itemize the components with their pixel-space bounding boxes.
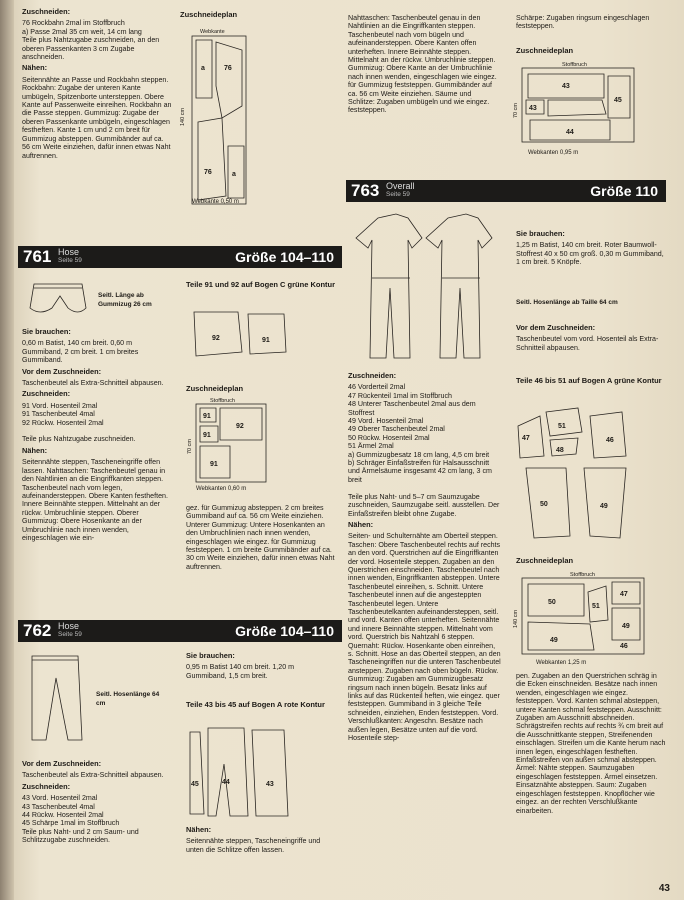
model-number: 763 [351, 181, 380, 200]
vor-dem-zuschneiden-text: Taschenbeutel als Extra-Schnitteil abpausen. [22, 379, 164, 388]
761-plan-side: 70 cm [187, 439, 193, 454]
762-pattern-pieces [186, 724, 296, 820]
762-teile-heading: Teile 43 bis 45 auf Bogen A rote Kontur [186, 700, 325, 709]
heading-naehen-763: Nähen: [348, 519, 374, 529]
svg-text:91: 91 [262, 337, 270, 344]
vor-763-text: Taschenbeutel vom vord. Hosenteil als Extra-Schnitteil abpausen. [516, 335, 659, 352]
heading-zuschneiden: Zuschneiden: [22, 7, 71, 16]
model-number: 762 [23, 621, 52, 640]
svg-text:91: 91 [203, 413, 211, 420]
heading-naehen-762: Nähen: [186, 825, 212, 834]
sie-763-text: 1,25 m Batist, 140 cm breit. Roter Baumwoll-Stoffrest 40 x 50 cm groß. 0,30 m Gummiband, 1 cm breit. 5 Knöpfe. [516, 241, 664, 267]
heading-naehen-761: Nähen: [22, 445, 48, 455]
763-continued-text: pen. Zugaben an den Querstrichen schräg in die Ecken einschneiden. Besätze nach innen wenden, eingeschlagen wie eingez. feststeppen. Vord. Kanten schmal absteppen, untere Kanten schmal feststeppen. Ausschnitt: Zugaben am Ausschnitt abschneiden. Schrägstreifen rechts auf rechts ¾ cm breit auf die Ausschnittkante steppen, Streifenenden einschlagen. Streifen um die Kante herum nach innen legen, eingeschlagen festheften. Einfaßstreifen von außen schmal absteppen. Ärmel: Nähte steppen. Saumzugaben eingeschlagen feststeppen. Ärmel einsetzen. Einsatznähte absteppen. Saum: Zugaben eingeschlagen feststeppen. Knopflöcher wie eingez. an der rechten Verschlußkante einarbeiten. [516, 672, 666, 815]
col1-761-text [22, 328, 172, 545]
plan1-piece-76a: 76 [224, 65, 232, 72]
763-plan-title: Zuschneideplan [516, 556, 574, 565]
heading-sie-brauchen-762: Sie brauchen: [186, 651, 235, 660]
svg-text:44: 44 [222, 779, 230, 786]
plan1-side-label: 140 cm [180, 107, 186, 126]
model-size: Größe 110 [590, 183, 658, 199]
763-vor-text [516, 324, 668, 355]
col1-top-text [22, 8, 172, 163]
model-number: 761 [23, 247, 52, 266]
overall-illustration [350, 208, 500, 368]
col3-763-text [348, 372, 502, 745]
svg-text:49: 49 [622, 623, 630, 630]
col4-piece-45: 45 [614, 97, 622, 104]
col4-plan-bottom: Webkanten 0,95 m [528, 150, 579, 156]
col4-piece-43b: 43 [529, 105, 537, 112]
svg-text:49: 49 [550, 637, 558, 644]
svg-text:50: 50 [540, 501, 548, 508]
model-page: Seite 59 [58, 631, 82, 638]
svg-text:45: 45 [191, 781, 199, 788]
page-gutter [0, 0, 14, 900]
zuschneiden-763-text: 46 Vorderteil 2mal 47 Rückenteil 1mal im Stoffbruch 48 Unterer Taschenbeutel 2mal aus dem Stoffrest 49 Vord. Hosenteil 2mal 49 Oberer Taschenbeutel 2mal 50 Rückw. Hosenteil 2mal 51 Ärmel 2mal a) Gummizugbesatz 18 cm lang, 4,5 cm breit b) Schräger Einfaßstreifen für Halsausschnitt und Ärmelsäume insgesamt 42 cm lang, 3 cm breit Teile plus Naht- und 5–7 cm Saumzugabe zuschneiden, Saumzugabe seitl. ausstellen. Der Einfaßstreifen bleibt ohne Zugabe. [348, 383, 500, 518]
model-size: Größe 104–110 [235, 249, 334, 265]
col4-piece-44: 44 [566, 129, 574, 136]
plan1-piece-a2: a [232, 171, 236, 178]
heading-vor-dem-zuschneiden-762: Vor dem Zuschneiden: [22, 759, 102, 768]
plan1-title: Zuschneideplan [180, 10, 238, 19]
svg-text:48: 48 [556, 447, 564, 454]
header-763 [346, 180, 666, 202]
trousers-illustration [26, 652, 86, 748]
svg-text:50: 50 [548, 599, 556, 606]
heading-sie-brauchen-763: Sie brauchen: [516, 229, 565, 238]
heading-zuschneiden-762: Zuschneiden: [22, 781, 71, 791]
col4-top-text: Schärpe: Zugaben ringsum eingeschlagen feststeppen. [516, 14, 650, 31]
heading-vor-dem-zuschneiden: Vor dem Zuschneiden: [22, 366, 102, 376]
page-number: 43 [658, 883, 670, 894]
svg-text:43: 43 [266, 781, 274, 788]
763-plan-bottom: Webkanten 1,25 m [536, 660, 587, 666]
svg-text:49: 49 [600, 503, 608, 510]
svg-text:46: 46 [606, 437, 614, 444]
761-plan-bottom: Webkanten 0,60 m [196, 486, 247, 492]
col1-762-text [22, 760, 172, 848]
svg-text:92: 92 [212, 335, 220, 342]
plan1-webkante-top: Webkante [200, 29, 225, 35]
762-naehen [186, 826, 336, 857]
svg-text:51: 51 [558, 423, 566, 430]
plan1-bottom-label: Webkante 0,50 m [192, 199, 239, 205]
shorts-illustration [24, 278, 94, 322]
col4-763-text [516, 230, 668, 270]
762-sie-text [186, 652, 336, 683]
761-continued-text: gez. für Gummizug absteppen. 2 cm breites Gummiband auf ca. 56 cm Weite einziehen. Unterer Gummizug: Untere Hosenkanten an den Umbruchlinien nach innen wenden, eingeschlagen wie eingez. für Gummizug feststeppen. 1 cm breite Gummibänder auf ca. 30 cm Weite einziehen, dafür innen etwas Naht auftrennen. [186, 504, 335, 571]
svg-text:51: 51 [592, 603, 600, 610]
sie-762-text: 0,95 m Batist 140 cm breit. 1,20 m Gummiband, 1,5 cm breit. [186, 663, 295, 680]
zuschneiden-text: 76 Rockbahn 2mal im Stoffbruch a) Passe 2mal 35 cm weit, 14 cm lang Teile plus Nahtzugabe zuschneiden, an den oberen Passenkanten 3 cm Zugabe anschneiden. [22, 19, 160, 62]
svg-text:47: 47 [620, 591, 628, 598]
heading-zuschneiden-763: Zuschneiden: [348, 371, 397, 380]
763-length-note: Seitl. Hosenlänge ab Taille 64 cm [516, 299, 618, 306]
761-plan-title: Zuschneideplan [186, 384, 244, 393]
model-name: Hose [58, 621, 80, 631]
762-length-note: Seitl. Hosenlänge 64 cm [96, 691, 160, 707]
761-length-note: Seitl. Länge ab Gummizug 26 cm [98, 292, 152, 308]
plan1-piece-76b: 76 [204, 169, 212, 176]
header-761 [18, 246, 342, 268]
761-cutting-plan [186, 396, 270, 488]
762-cutting-plan [510, 58, 640, 150]
col4-plan-title: Zuschneideplan [516, 46, 574, 55]
col4-piece-43a: 43 [562, 83, 570, 90]
col4-plan-top: Stoffbruch [562, 62, 587, 68]
col3-top-text: Nahttaschen: Taschenbeutel genau in den Nahtlinien an die Eingriffkanten steppen. Taschenbeutel nach vorn bügeln und aufeinandersteppen. Obere Kanten offen unterheften. Innere Beinnähte steppen. Mittelnaht an der rückw. Umbruchlinie steppen. Gummizug: Obere Kante an der Umbruchlinie nach innen wenden, eingeschlagen wie eingez. für Gummizug feststeppen. Gummibänder auf ca. 56 cm Weite einziehen. Säume und Schlitze: Zugaben umbügeln und wie eingez. feststeppen. [348, 14, 497, 115]
model-size: Größe 104–110 [235, 623, 334, 639]
vor-762-text: Taschenbeutel als Extra-Schnitteil abpausen. [22, 771, 164, 780]
model-name: Hose [58, 247, 80, 257]
heading-zuschneiden-761: Zuschneiden: [22, 389, 71, 399]
761-plan-top: Stoffbruch [210, 398, 235, 404]
model-page: Seite 59 [58, 257, 82, 264]
763-cutting-plan [510, 568, 650, 662]
761-pattern-pieces [186, 306, 296, 362]
heading-naehen: Nähen: [22, 63, 48, 73]
svg-text:92: 92 [236, 423, 244, 430]
cutting-plan-1 [178, 26, 258, 212]
naehen-762-text: Seitennähte steppen, Tascheneingriffe und unten die Schlitze offen lassen. [186, 837, 321, 854]
763-pattern-pieces [510, 396, 660, 544]
naehen-text: Seitennähte an Passe und Rockbahn steppen. Rockbahn: Zugabe der unteren Kante umbügeln, Spitzenborte untersteppen. Obere Kante auf Passenweite einreihen. Rockbahn an die Passe steppen. Gummizug: Zugabe der oberen Passenkante umbügeln, eingeschlagen festheften. Kante 1 cm und 2 cm breit für Gummizug absteppen. Gummibänder auf ca. 56 cm Weite einziehen, dafür innen etwas Naht auftrennen. [22, 75, 172, 160]
heading-vor-dem-zuschneiden-763: Vor dem Zuschneiden: [516, 323, 596, 332]
zuschneiden-762-text: 43 Vord. Hosenteil 2mal 43 Taschenbeutel 4mal 44 Rückw. Hosenteil 2mal 45 Schärpe 1mal im Stoffbruch Teile plus Naht- und 2 cm Saum- und Schlitzzugabe zuschneiden. [22, 794, 139, 845]
763-plan-top: Stoffbruch [570, 572, 595, 578]
header-762 [18, 620, 342, 642]
naehen-763-text: Seiten- und Schulternähte am Oberteil steppen. Taschen: Obere Taschenbeutel rechts auf rechts an den vord. Querstrichen auf die Eingriffkanten der vord. Hosenteile steppen. Zugaben an den Querstrichen einschneiden. Taschenbeutel nach innen wenden, Eingriffkanten absteppen. Untere Taschenbeutel einreihen, s. Schnitt. Untere Taschenbeutel innen auf die angesteppten Taschenbeutel legen. Untere Taschenbeutelkanten aufeinandersteppen, seitl. und vord. Kanten offen unterheften. Seitennähte und innere Beinnähte steppen. Mittelnaht vom vord. Querstrich bis Nahtzahl 6 steppen. Quernaht: Rückw. Hosenkante oben einreihen, s. Schnitt. Hose an das Oberteil steppen, an den Tascheneingriffen nur die unteren Taschenbeutel ansteppen. Zugaben nach oben bügeln. Rückw. Gummizug: Zugaben am Gummizugbesatz ringsum nach innen bügeln. Besatz links auf links auf das Rückenteil heften, wie eingez. quer feststeppen. Gummiband in 3 gleiche Teile schneiden, einziehen, Enden feststeppen. Vord. Verschlußkanten: Angeschn. Besätze nach außen legen, Besätze unten auf die vord. Hosenteile step- [348, 532, 501, 743]
sie-brauchen-text: 0,60 m Batist, 140 cm breit. 0,60 m Gummiband, 2 cm breit. 1 cm breites Gummiband. [22, 339, 139, 365]
763-teile-heading: Teile 46 bis 51 auf Bogen A grüne Kontur [516, 376, 662, 385]
naehen-761-text: Seitennähte steppen, Tascheneingriffe offen lassen. Nahttaschen: Taschenbeutel genau in den Nahtlinien an die Eingriffkanten steppen. Taschenbeutel nach vorn legen, aufeinandersteppen. Obere Kanten festheften. Innere Beinnähte steppen. Mittelnaht an der rückw. Umbruchlinie steppen. Oberer Gummizug: Obere Hosenkante an der Umbruchlinie nach innen wenden, eingeschlagen wie ein- [22, 458, 168, 542]
svg-text:46: 46 [620, 643, 628, 650]
svg-text:91: 91 [203, 432, 211, 439]
model-name: Overall [386, 181, 415, 191]
plan1-piece-a1: a [201, 65, 205, 72]
model-page: Seite 59 [386, 191, 410, 198]
zuschneiden-761-text: 91 Vord. Hosenteil 2mal 91 Taschenbeutel 4mal 92 Rückw. Hosenteil 2mal Teile plus Nahtzugabe zuschneiden. [22, 401, 136, 444]
761-teile-heading: Teile 91 und 92 auf Bogen C grüne Kontur [186, 280, 336, 289]
svg-text:47: 47 [522, 435, 530, 442]
svg-text:91: 91 [210, 461, 218, 468]
763-plan-side: 140 cm [513, 609, 519, 628]
col4-plan-side: 70 cm [513, 103, 519, 118]
heading-sie-brauchen: Sie brauchen: [22, 327, 71, 336]
